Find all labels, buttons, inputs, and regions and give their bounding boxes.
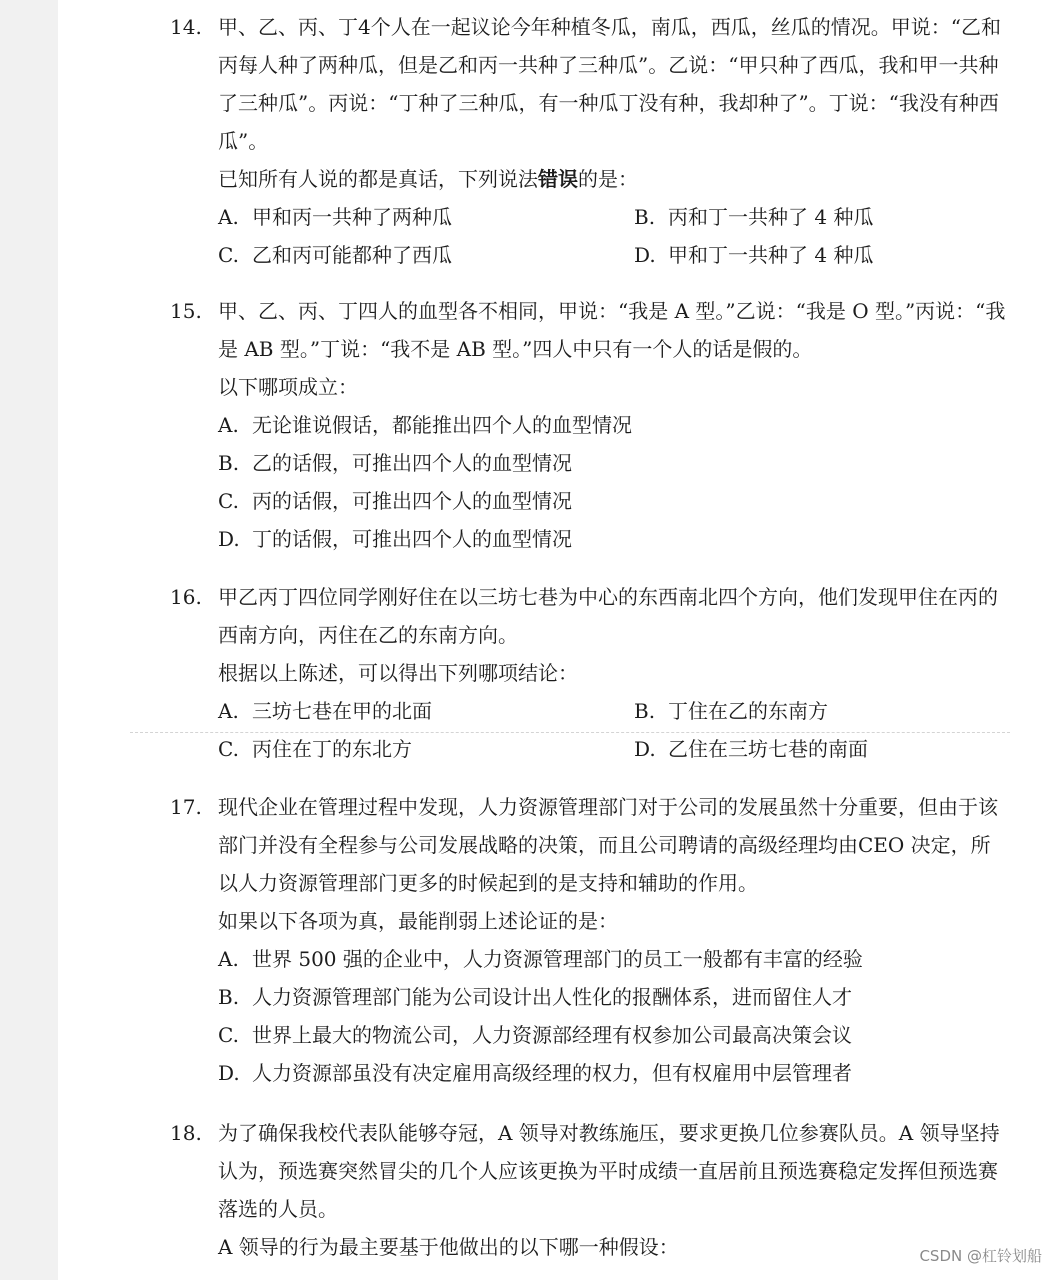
option-c (218, 482, 1010, 520)
option-text: 丙和丁一共种了 4 种瓜 (668, 205, 874, 229)
option-letter: B. (218, 985, 240, 1009)
option-d (218, 1054, 1010, 1092)
option-text: 甲和丙一共种了两种瓜 (252, 205, 452, 229)
prompt-text: 已知所有人说的都是真话，下列说法 (218, 167, 538, 191)
option-b (634, 692, 1050, 730)
question-14 (170, 8, 1010, 274)
option-text: 丙的话假，可推出四个人的血型情况 (252, 489, 572, 513)
question-16 (170, 578, 1010, 768)
option-letter: C. (218, 1023, 239, 1047)
option-text: 甲和丁一共种了 4 种瓜 (668, 243, 874, 267)
option-letter: D. (218, 527, 240, 551)
question-number: 16. (170, 585, 202, 609)
option-d (634, 730, 1050, 768)
options-row (218, 198, 1010, 236)
option-d (218, 520, 1010, 558)
option-letter: D. (634, 243, 656, 267)
option-a (218, 692, 634, 730)
options-row (218, 692, 1010, 730)
option-letter: A. (218, 947, 239, 971)
option-letter: C. (218, 243, 239, 267)
option-text: 乙住在三坊七巷的南面 (668, 737, 868, 761)
option-c (218, 1016, 1010, 1054)
option-text: 乙和丙可能都种了西瓜 (252, 243, 452, 267)
question-stem: 甲乙丙丁四位同学刚好住在以三坊七巷为中心的东西南北四个方向，他们发现甲住在丙的西南方向，丙住在乙的东南方向。 (218, 585, 998, 647)
option-b (218, 978, 1010, 1016)
option-letter: B. (634, 205, 656, 229)
option-letter: B. (634, 699, 656, 723)
question-number: 17. (170, 795, 202, 819)
prompt-emphasis: 错误 (538, 167, 578, 191)
option-c (218, 730, 634, 768)
option-text: 无论谁说假话，都能推出四个人的血型情况 (252, 413, 632, 437)
option-text: 丙住在丁的东北方 (252, 737, 412, 761)
question-number: 14. (170, 15, 202, 39)
option-letter: D. (634, 737, 656, 761)
option-a (218, 406, 1010, 444)
option-letter: A. (218, 699, 239, 723)
option-a (218, 198, 634, 236)
question-stem: 甲、乙、丙、丁四人的血型各不相同，甲说：“我是 A 型。”乙说：“我是 O 型。”丙说：“我是 AB 型。”丁说：“我不是 AB 型。”四人中只有一个人的话是假的。 (218, 299, 1006, 361)
option-letter: D. (218, 1061, 240, 1085)
option-text: 人力资源管理部门能为公司设计出人性化的报酬体系，进而留住人才 (252, 985, 852, 1009)
option-text: 世界 500 强的企业中，人力资源管理部门的员工一般都有丰富的经验 (252, 947, 863, 971)
question-prompt: A 领导的行为最主要基于他做出的以下哪一种假设： (218, 1235, 679, 1259)
option-text: 人力资源部虽没有决定雇用高级经理的权力，但有权雇用中层管理者 (252, 1061, 852, 1085)
option-c (218, 236, 634, 274)
option-b (634, 198, 1050, 236)
question-stem: 现代企业在管理过程中发现，人力资源管理部门对于公司的发展虽然十分重要，但由于该部门并没有全程参与公司发展战略的决策，而且公司聘请的高级经理均由CEO 决定，所以人力资源管理部门更多的时候起到的是支持和辅助的作用。 (218, 795, 998, 895)
option-letter: A. (218, 413, 239, 437)
question-15 (170, 292, 1010, 558)
option-letter: C. (218, 737, 239, 761)
scan-fold-line (130, 732, 1010, 733)
option-text: 三坊七巷在甲的北面 (252, 699, 432, 723)
option-letter: B. (218, 451, 240, 475)
option-b (218, 444, 1010, 482)
option-d (634, 236, 1050, 274)
viewer-left-margin (0, 0, 58, 1280)
option-text: 乙的话假，可推出四个人的血型情况 (252, 451, 572, 475)
prompt-text-end: 的是： (578, 167, 638, 191)
question-prompt: 根据以上陈述，可以得出下列哪项结论： (218, 661, 578, 685)
question-prompt: 如果以下各项为真，最能削弱上述论证的是： (218, 909, 618, 933)
question-number: 15. (170, 299, 202, 323)
question-prompt (218, 160, 1010, 198)
option-text: 世界上最大的物流公司，人力资源部经理有权参加公司最高决策会议 (252, 1023, 852, 1047)
option-text: 丁的话假，可推出四个人的血型情况 (252, 527, 572, 551)
option-letter: C. (218, 489, 239, 513)
watermark: CSDN @杠铃划船 (919, 1247, 1042, 1265)
question-stem: 甲、乙、丙、丁4个人在一起议论今年种植冬瓜，南瓜，西瓜，丝瓜的情况。甲说：“乙和丙每人种了两种瓜，但是乙和丙一共种了三种瓜”。乙说：“甲只种了西瓜，我和甲一共种了三种瓜”。丙说：“丁种了三种瓜，有一种瓜丁没有种，我却种了”。丁说：“我没有种西瓜”。 (218, 15, 1001, 153)
options-row (218, 730, 1010, 768)
options-row (218, 236, 1010, 274)
question-stem: 为了确保我校代表队能够夺冠，A 领导对教练施压，要求更换几位参赛队员。A 领导坚持认为，预选赛突然冒尖的几个人应该更换为平时成绩一直居前且预选赛稳定发挥但预选赛落选的人员。 (218, 1121, 1000, 1221)
question-18 (170, 1114, 1010, 1266)
question-prompt: 以下哪项成立： (218, 375, 358, 399)
question-number: 18. (170, 1121, 202, 1145)
question-17 (170, 788, 1010, 1092)
option-text: 丁住在乙的东南方 (668, 699, 828, 723)
option-a (218, 940, 1010, 978)
option-letter: A. (218, 205, 239, 229)
